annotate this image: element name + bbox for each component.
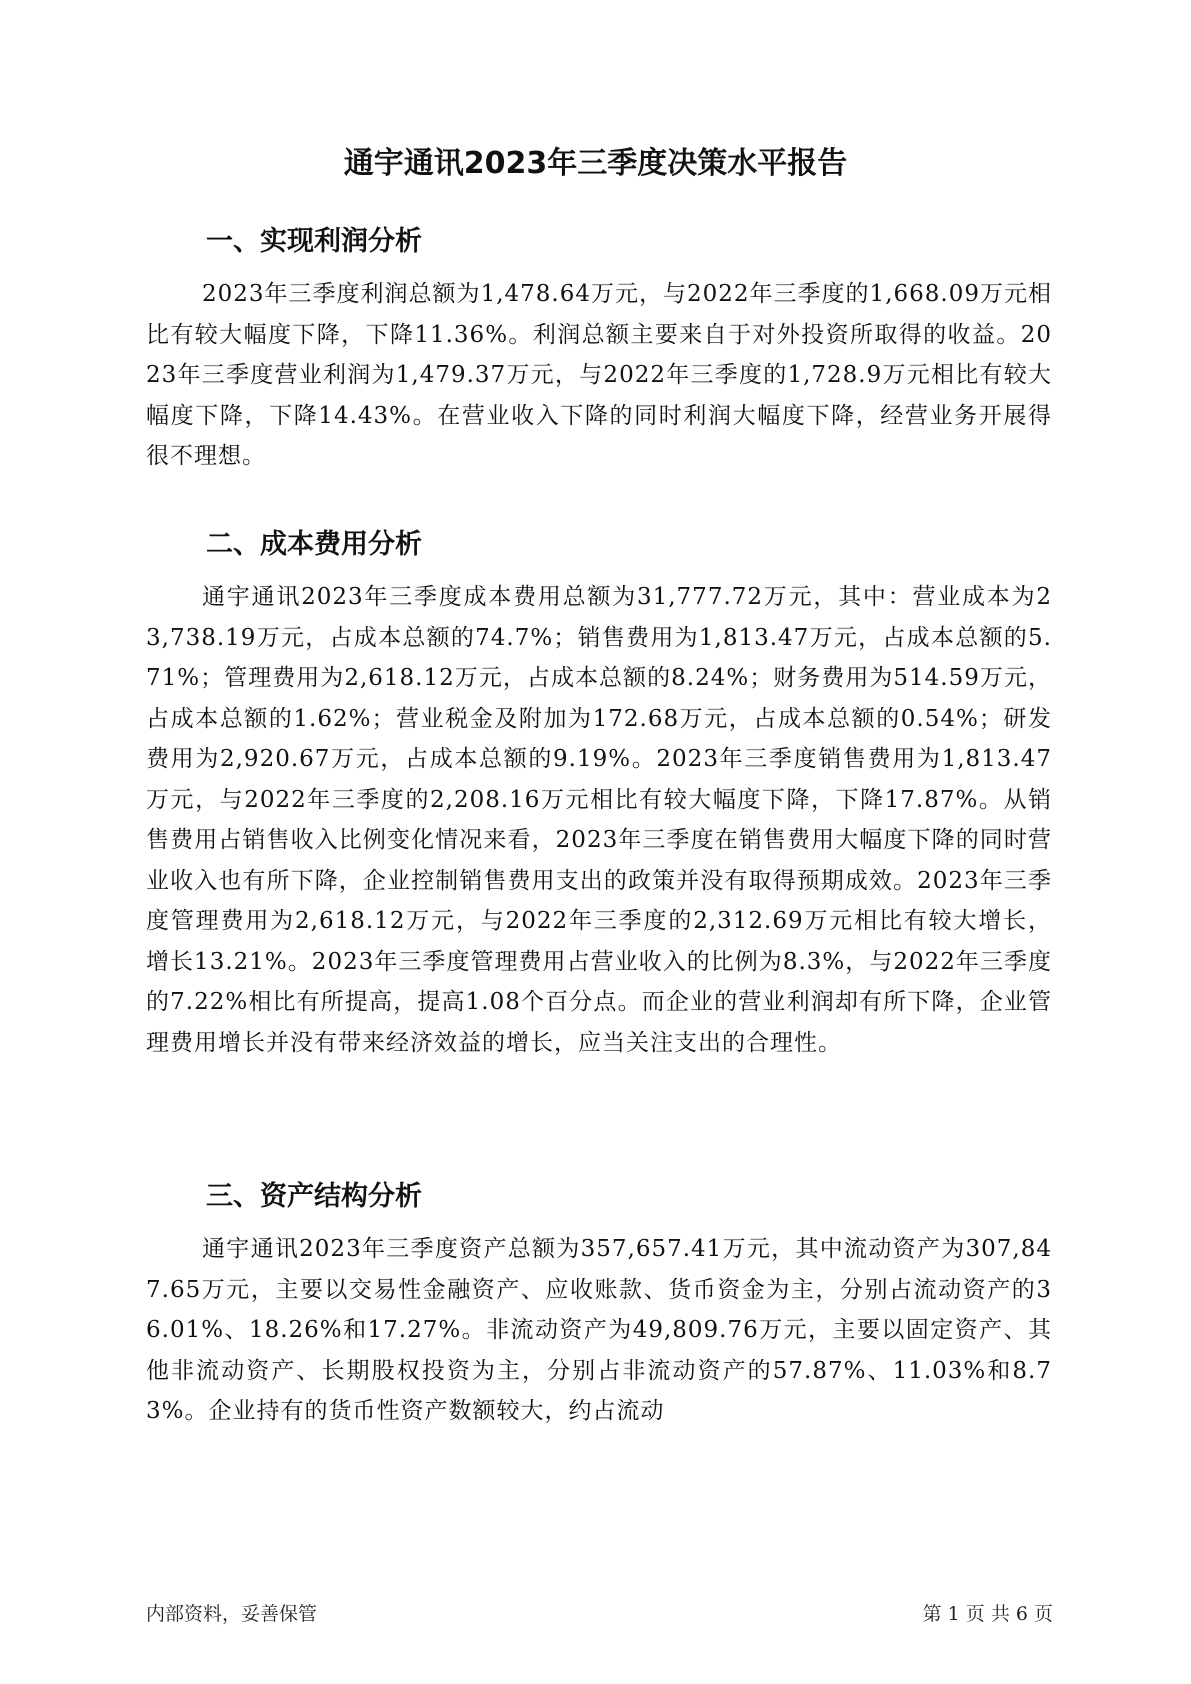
section-paragraph: 通宇通讯2023年三季度成本费用总额为31,777.72万元，其中：营业成本为23,738.19万元，占成本总额的74.7%；销售费用为1,813.47万元，占成本总额的5.71%；管理费用为2,618.12万元，占成本总额的8.24%；财务费用为514.59万元，占成本总额的1.62%；营业税金及附加为172.68万元，占成本总额的0.54%；研发费用为2,920.67万元，占成本总额的9.19%。2023年三季度销售费用为1,813.47万元，与2022年三季度的2,208.16万元相比有较大幅度下降，下降17.87%。从销售费用占销售收入比例变化情况来看，2023年三季度在销售费用大幅度下降的同时营业收入也有所下降，企业控制销售费用支出的政策并没有取得预期成效。2023年三季度管理费用为2,618.12万元，与2022年三季度的2,312.69万元相比有较大增长，增长13.21%。2023年三季度管理费用占营业收入的比例为8.3%，与2022年三季度的7.22%相比有所提高，提高1.08个百分点。而企业的营业利润却有所下降，企业管理费用增长并没有带来经济效益的增长，应当关注支出的合理性。 bbox=[146, 584, 1052, 1056]
section-heading: 一、实现利润分析 bbox=[206, 226, 422, 257]
footer-confidential-note: 内部资料，妥善保管 bbox=[146, 1603, 318, 1625]
footer-page-number: 第 1 页 共 6 页 bbox=[922, 1603, 1053, 1625]
section-profit-analysis bbox=[146, 224, 1052, 477]
section-paragraph: 2023年三季度利润总额为1,478.64万元，与2022年三季度的1,668.09万元相比有较大幅度下降，下降11.36%。利润总额主要来自于对外投资所取得的收益。2023年三季度营业利润为1,479.37万元，与2022年三季度的1,728.9万元相比有较大幅度下降，下降14.43%。在营业收入下降的同时利润大幅度下降，经营业务开展得很不理想。 bbox=[146, 281, 1052, 469]
section-paragraph: 通宇通讯2023年三季度资产总额为357,657.41万元，其中流动资产为307,847.65万元，主要以交易性金融资产、应收账款、货币资金为主，分别占流动资产的36.01%、18.26%和17.27%。非流动资产为49,809.76万元，主要以固定资产、其他非流动资产、长期股权投资为主，分别占非流动资产的57.87%、11.03%和8.73%。企业持有的货币性资产数额较大，约占流动 bbox=[146, 1236, 1052, 1424]
section-heading: 二、成本费用分析 bbox=[206, 529, 422, 560]
document-title: 通宇通讯2023年三季度决策水平报告 bbox=[343, 146, 848, 181]
section-heading: 三、资产结构分析 bbox=[206, 1181, 422, 1212]
section-asset-structure-analysis bbox=[146, 1179, 1052, 1432]
section-cost-analysis bbox=[146, 527, 1052, 1063]
